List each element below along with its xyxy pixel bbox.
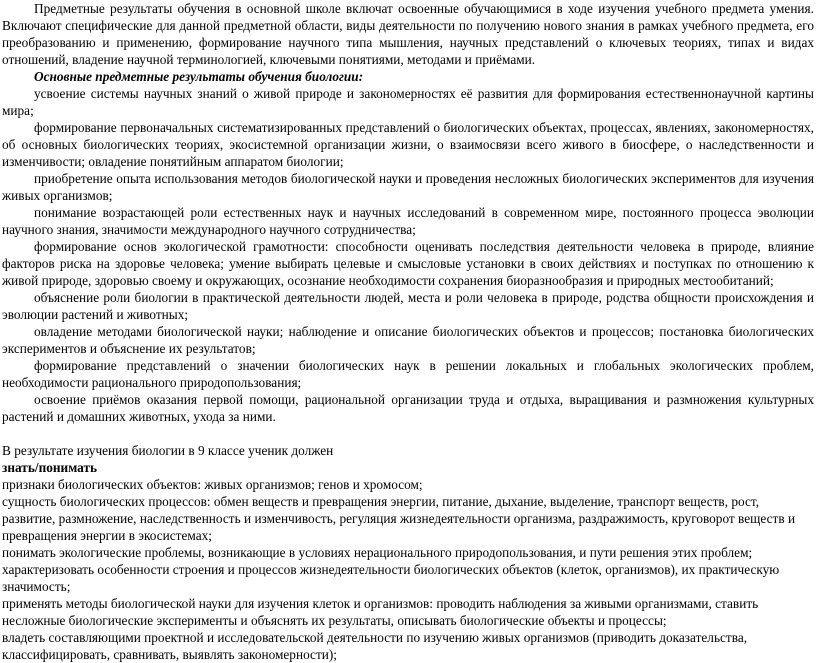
goal-item: формирование первоначальных систематизированных представлений о биологических объектах, процессах, явлениях, закономерностях, об основных биологических теориях, экосистемной организации жизни, о взаимосвязи всего живого в биосфере, о наследственности и изменчивости; овладение понятийным аппаратом биологии; <box>2 120 814 169</box>
goals-heading: Основные предметные результаты обучения биологии: <box>34 69 364 84</box>
requirement-item: признаки биологических объектов: живых организмов; генов и хромосом; <box>2 477 423 492</box>
requirement-item: применять методы биологической науки для изучения клеток и организмов: проводить наблюдения за живыми организмами, ставить несложные биологические эксперименты и объяснять их результаты, описывать биологические объекты и процессы; <box>2 596 759 628</box>
requirement-item: характеризовать особенности строения и процессов жизнедеятельности биологических объектов (клеток, организмов), их практическую значимость; <box>2 562 780 594</box>
requirement-item: понимать экологические проблемы, возникающие в условиях нерационального природопользования, и пути решения этих проблем; <box>2 545 753 560</box>
spacer <box>2 425 814 442</box>
goal-item: усвоение системы научных знаний о живой природе и закономерностях её развития для формирования естественнонаучной картины мира; <box>2 86 814 118</box>
goal-item: формирование представлений о значении биологических наук в решении локальных и глобальных экологических проблем, необходимости рационального природопользования; <box>2 358 814 390</box>
goal-item: объяснение роли биологии в практической деятельности людей, места и роли человека в природе, родства общности происхождения и эволюции растений и животных; <box>2 290 814 322</box>
goal-item: формирование основ экологической грамотности: способности оценивать последствия деятельности человека в природе, влияние факторов риска на здоровье человека; умение выбирать целевые и смысловые установки в своих действиях и поступках по отношению к живой природе, здоровью своему и окружающих, осознание необходимости сохранения биоразнообразия и природных местообитаний; <box>2 239 814 288</box>
goal-item: освоение приёмов оказания первой помощи, рациональной организации труда и отдыха, выращивания и размножения культурных растений и домашних животных, ухода за ними. <box>2 392 814 424</box>
requirement-item: владеть составляющими проектной и исследовательской деятельности по изучению живых организмов (приводить доказательства, классифицировать, сравнивать, выявлять закономерности); <box>2 630 748 662</box>
intro-paragraph: Предметные результаты обучения в основной школе включат освоенные обучающимися в ходе изучения учебного предмета умения. Включают специфические для данной предметной области, виды деятельности по получению нового знания в рамках учебного предмета, его преобразованию и применению, формирование научного типа мышления, научных представлений о ключевых теориях, типах и видах отношений, владение научной терминологией, ключевыми понятиями, методами и приёмами. <box>2 1 814 67</box>
goal-item: понимание возрастающей роли естественных наук и научных исследований в современном мире, постоянного процесса эволюции научного знания, значимости международного научного сотрудничества; <box>2 205 814 237</box>
goal-item: приобретение опыта использования методов биологической науки и проведения несложных биологических экспериментов для изучения живых организмов; <box>2 171 814 203</box>
requirement-item: сущность биологических процессов: обмен веществ и превращения энергии, питание, дыхание, выделение, транспорт веществ, рост, развитие, размножение, наследственность и изменчивость, регуляция жизнедеятельности организма, раздражимость, круговорот веществ и превращения энергии в экосистемах; <box>2 494 796 543</box>
know-understand-heading: знать/понимать <box>2 460 98 475</box>
result-intro: В результате изучения биологии в 9 классе ученик должен <box>2 443 334 458</box>
goal-item: овладение методами биологической науки; наблюдение и описание биологических объектов и процессов; постановка биологических экспериментов и объяснение их результатов; <box>2 324 814 356</box>
